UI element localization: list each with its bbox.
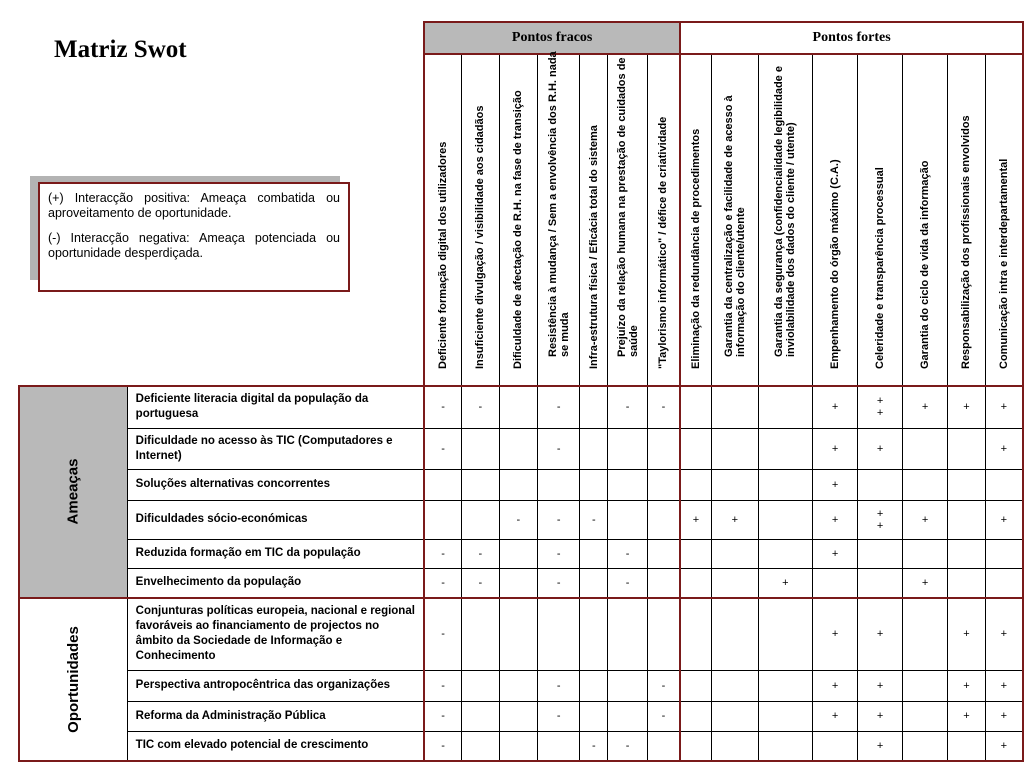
row-label: Dificuldades sócio-económicas [127, 500, 424, 539]
column-header [499, 54, 537, 386]
matrix-cell: - [538, 428, 580, 469]
matrix-cell [948, 469, 986, 500]
table-row [19, 670, 1023, 701]
matrix-cell [903, 731, 948, 761]
matrix-cell: - [424, 428, 462, 469]
group-strong-header: Pontos fortes [680, 22, 1023, 54]
matrix-cell [647, 428, 680, 469]
row-label: Perspectiva antropocêntrica das organizações [127, 670, 424, 701]
column-header [647, 54, 680, 386]
matrix-cell [813, 568, 858, 598]
matrix-cell [903, 469, 948, 500]
table-row [19, 731, 1023, 761]
matrix-cell [499, 731, 537, 761]
matrix-cell: + [985, 701, 1023, 731]
table-row [19, 568, 1023, 598]
row-label: Soluções alternativas concorrentes [127, 469, 424, 500]
row-label: Reforma da Administração Pública [127, 701, 424, 731]
matrix-cell [462, 500, 500, 539]
matrix-cell [580, 670, 608, 701]
section-label: Oportunidades [64, 625, 82, 733]
column-header-label: Empenhamento do órgão máximo (C.A.) [829, 159, 842, 369]
column-header [813, 54, 858, 386]
matrix-cell: + [813, 428, 858, 469]
matrix-cell [580, 701, 608, 731]
column-header-label: Prejuízo da relação humana na prestação de cuidados de saúde [615, 57, 640, 357]
swot-matrix [18, 21, 1024, 762]
matrix-cell: - [462, 386, 500, 428]
page-title: Matriz Swot [54, 36, 187, 63]
matrix-cell [499, 469, 537, 500]
matrix-cell [711, 598, 758, 670]
matrix-cell [711, 469, 758, 500]
matrix-cell [948, 500, 986, 539]
matrix-cell [680, 568, 711, 598]
matrix-cell [948, 428, 986, 469]
column-header [985, 54, 1023, 386]
matrix-cell [608, 500, 647, 539]
matrix-cell: - [647, 386, 680, 428]
row-label: Conjunturas políticas europeia, nacional e regional favoráveis ao financiamento de projectos no âmbito da Sociedade de Informação e Conhecimento [127, 598, 424, 670]
matrix-cell: - [424, 670, 462, 701]
matrix-cell: + [680, 500, 711, 539]
column-header [424, 54, 462, 386]
matrix-cell: - [424, 539, 462, 568]
matrix-cell: - [608, 568, 647, 598]
column-header-label: Eliminação da redundância de procedimentos [690, 128, 703, 369]
column-header [758, 54, 812, 386]
matrix-cell [758, 386, 812, 428]
matrix-cell: + [858, 598, 903, 670]
row-label: Deficiente literacia digital da população da portuguesa [127, 386, 424, 428]
table-row [19, 598, 1023, 670]
matrix-cell [948, 568, 986, 598]
matrix-cell [903, 539, 948, 568]
matrix-cell [580, 539, 608, 568]
matrix-cell [903, 598, 948, 670]
column-header-label: Celeridade e transparência processual [874, 167, 887, 369]
matrix-cell: - [462, 539, 500, 568]
matrix-cell: + [858, 670, 903, 701]
table-row [19, 428, 1023, 469]
matrix-cell [711, 386, 758, 428]
matrix-cell [711, 731, 758, 761]
matrix-cell [580, 428, 608, 469]
matrix-cell: + [858, 731, 903, 761]
matrix-cell: - [538, 568, 580, 598]
matrix-cell [758, 539, 812, 568]
matrix-cell: - [580, 731, 608, 761]
matrix-cell [499, 386, 537, 428]
matrix-cell: - [424, 731, 462, 761]
matrix-cell [499, 428, 537, 469]
corner-blank [19, 22, 424, 386]
column-header-label: Dificuldade de afectação de R.H. na fase de transição [512, 90, 525, 369]
matrix-cell: + [813, 469, 858, 500]
matrix-cell [985, 469, 1023, 500]
matrix-cell [647, 598, 680, 670]
column-header-label: Garantia do ciclo de vida da informação [919, 160, 932, 369]
legend-positive: (+) Interacção positiva: Ameaça combatida ou aproveitamento de oportunidade. [48, 191, 340, 220]
matrix-cell: + [813, 386, 858, 428]
matrix-cell: + [985, 386, 1023, 428]
matrix-cell [711, 428, 758, 469]
matrix-cell: + [985, 670, 1023, 701]
matrix-cell [680, 386, 711, 428]
table-row [19, 701, 1023, 731]
matrix-cell [680, 731, 711, 761]
matrix-cell [462, 428, 500, 469]
matrix-cell [758, 598, 812, 670]
table-row [19, 386, 1023, 428]
matrix-cell [462, 598, 500, 670]
matrix-cell [858, 469, 903, 500]
column-header [538, 51, 580, 386]
column-header [903, 54, 948, 386]
matrix-cell: + [985, 731, 1023, 761]
matrix-cell: + [985, 598, 1023, 670]
matrix-cell [711, 539, 758, 568]
matrix-cell: + [948, 670, 986, 701]
matrix-cell: - [424, 598, 462, 670]
column-header-label: Deficiente formação digital dos utilizadores [437, 141, 450, 369]
matrix-cell: - [424, 386, 462, 428]
matrix-cell [985, 539, 1023, 568]
matrix-cell [680, 469, 711, 500]
matrix-cell: - [608, 386, 647, 428]
matrix-cell: + [813, 701, 858, 731]
column-header-label: Resistência à mudança / Sem a envolvência dos R.H. nada se muda [546, 51, 571, 357]
matrix-cell: + [813, 500, 858, 539]
column-header [948, 54, 986, 386]
matrix-cell [858, 539, 903, 568]
matrix-cell: + [711, 500, 758, 539]
matrix-cell: - [608, 539, 647, 568]
column-header [462, 54, 500, 386]
matrix-cell [680, 539, 711, 568]
matrix-cell [608, 428, 647, 469]
section-opportunities-label [19, 598, 127, 761]
column-header [711, 54, 758, 386]
column-header [580, 54, 608, 386]
matrix-cell [680, 428, 711, 469]
matrix-cell [499, 568, 537, 598]
matrix-cell: + [948, 386, 986, 428]
matrix-cell: - [538, 386, 580, 428]
column-header [608, 54, 647, 386]
matrix-cell [580, 568, 608, 598]
matrix-cell: - [499, 500, 537, 539]
matrix-cell: - [538, 539, 580, 568]
matrix-cell [948, 731, 986, 761]
matrix-cell [608, 598, 647, 670]
matrix-cell: - [608, 731, 647, 761]
group-weak-header: Pontos fracos [424, 22, 680, 54]
column-header [858, 54, 903, 386]
matrix-cell: - [647, 701, 680, 731]
matrix-cell [580, 469, 608, 500]
matrix-cell: + [903, 568, 948, 598]
column-header-label: Garantia da segurança (confidencialidade legibilidade e inviolabilidade dos dados do cliente / utente) [773, 66, 798, 357]
matrix-cell [647, 500, 680, 539]
row-label: Envelhecimento da população [127, 568, 424, 598]
column-header-label: "Taylorismo informático" / défice de criatividade [657, 116, 670, 369]
matrix-cell [462, 731, 500, 761]
matrix-cell: + + [858, 386, 903, 428]
matrix-cell [424, 469, 462, 500]
row-label: Dificuldade no acesso às TIC (Computadores e Internet) [127, 428, 424, 469]
row-label: Reduzida formação em TIC da população [127, 539, 424, 568]
matrix-cell [462, 469, 500, 500]
section-label: Ameaças [64, 458, 82, 525]
matrix-cell: + [813, 539, 858, 568]
matrix-cell [903, 701, 948, 731]
matrix-cell: - [538, 670, 580, 701]
matrix-cell: - [647, 670, 680, 701]
matrix-cell [903, 670, 948, 701]
column-header-label: Comunicação intra e interdepartamental [997, 158, 1010, 369]
matrix-cell [538, 731, 580, 761]
matrix-cell [858, 568, 903, 598]
matrix-cell [647, 469, 680, 500]
matrix-cell [608, 670, 647, 701]
matrix-cell: + [948, 701, 986, 731]
matrix-cell: - [538, 701, 580, 731]
matrix-cell: + [813, 598, 858, 670]
matrix-cell [813, 731, 858, 761]
matrix-cell [985, 568, 1023, 598]
matrix-cell: + [903, 500, 948, 539]
matrix-cell [580, 386, 608, 428]
matrix-cell [758, 701, 812, 731]
matrix-cell [758, 500, 812, 539]
matrix-cell [758, 731, 812, 761]
matrix-cell [948, 539, 986, 568]
matrix-cell: + [858, 701, 903, 731]
legend-negative: (-) Interacção negativa: Ameaça potenciada ou oportunidade desperdiçada. [48, 231, 340, 260]
matrix-cell [711, 568, 758, 598]
matrix-cell: + [948, 598, 986, 670]
matrix-cell [711, 701, 758, 731]
column-header-label: Insuficiente divulgação / visibilidade aos cidadãos [474, 105, 487, 369]
matrix-cell [647, 568, 680, 598]
matrix-cell [462, 701, 500, 731]
row-label: TIC com elevado potencial de crescimento [127, 731, 424, 761]
matrix-cell [647, 539, 680, 568]
matrix-cell: + + [858, 500, 903, 539]
column-header-label: Infra-estrutura física / Eficácia total do sistema [587, 125, 600, 369]
matrix-cell [462, 670, 500, 701]
matrix-cell [499, 701, 537, 731]
matrix-cell [680, 670, 711, 701]
matrix-cell: + [985, 428, 1023, 469]
matrix-cell: + [813, 670, 858, 701]
matrix-cell [758, 428, 812, 469]
matrix-cell: - [580, 500, 608, 539]
matrix-cell: - [462, 568, 500, 598]
matrix-cell [608, 469, 647, 500]
matrix-cell [538, 598, 580, 670]
matrix-cell [680, 598, 711, 670]
matrix-cell: - [538, 500, 580, 539]
matrix-cell [758, 670, 812, 701]
matrix-cell [499, 539, 537, 568]
matrix-cell [647, 731, 680, 761]
matrix-cell: - [424, 568, 462, 598]
column-header-label: Responsabilização dos profissionais envolvidos [960, 115, 973, 369]
matrix-cell: + [903, 386, 948, 428]
matrix-cell: + [985, 500, 1023, 539]
matrix-cell [711, 670, 758, 701]
matrix-cell [499, 670, 537, 701]
column-header [680, 54, 711, 386]
matrix-cell [758, 469, 812, 500]
table-row [19, 469, 1023, 500]
matrix-cell: - [424, 701, 462, 731]
matrix-cell [608, 701, 647, 731]
matrix-cell [424, 500, 462, 539]
matrix-cell [499, 598, 537, 670]
matrix-cell [680, 701, 711, 731]
matrix-cell [538, 469, 580, 500]
matrix-cell: + [758, 568, 812, 598]
matrix-cell [580, 598, 608, 670]
column-header-label: Garantia da centralização e facilidade de acesso à informação do cliente/utente [722, 95, 747, 357]
section-threats-label [19, 386, 127, 598]
matrix-cell: + [858, 428, 903, 469]
table-row [19, 500, 1023, 539]
matrix-cell [903, 428, 948, 469]
table-row [19, 539, 1023, 568]
